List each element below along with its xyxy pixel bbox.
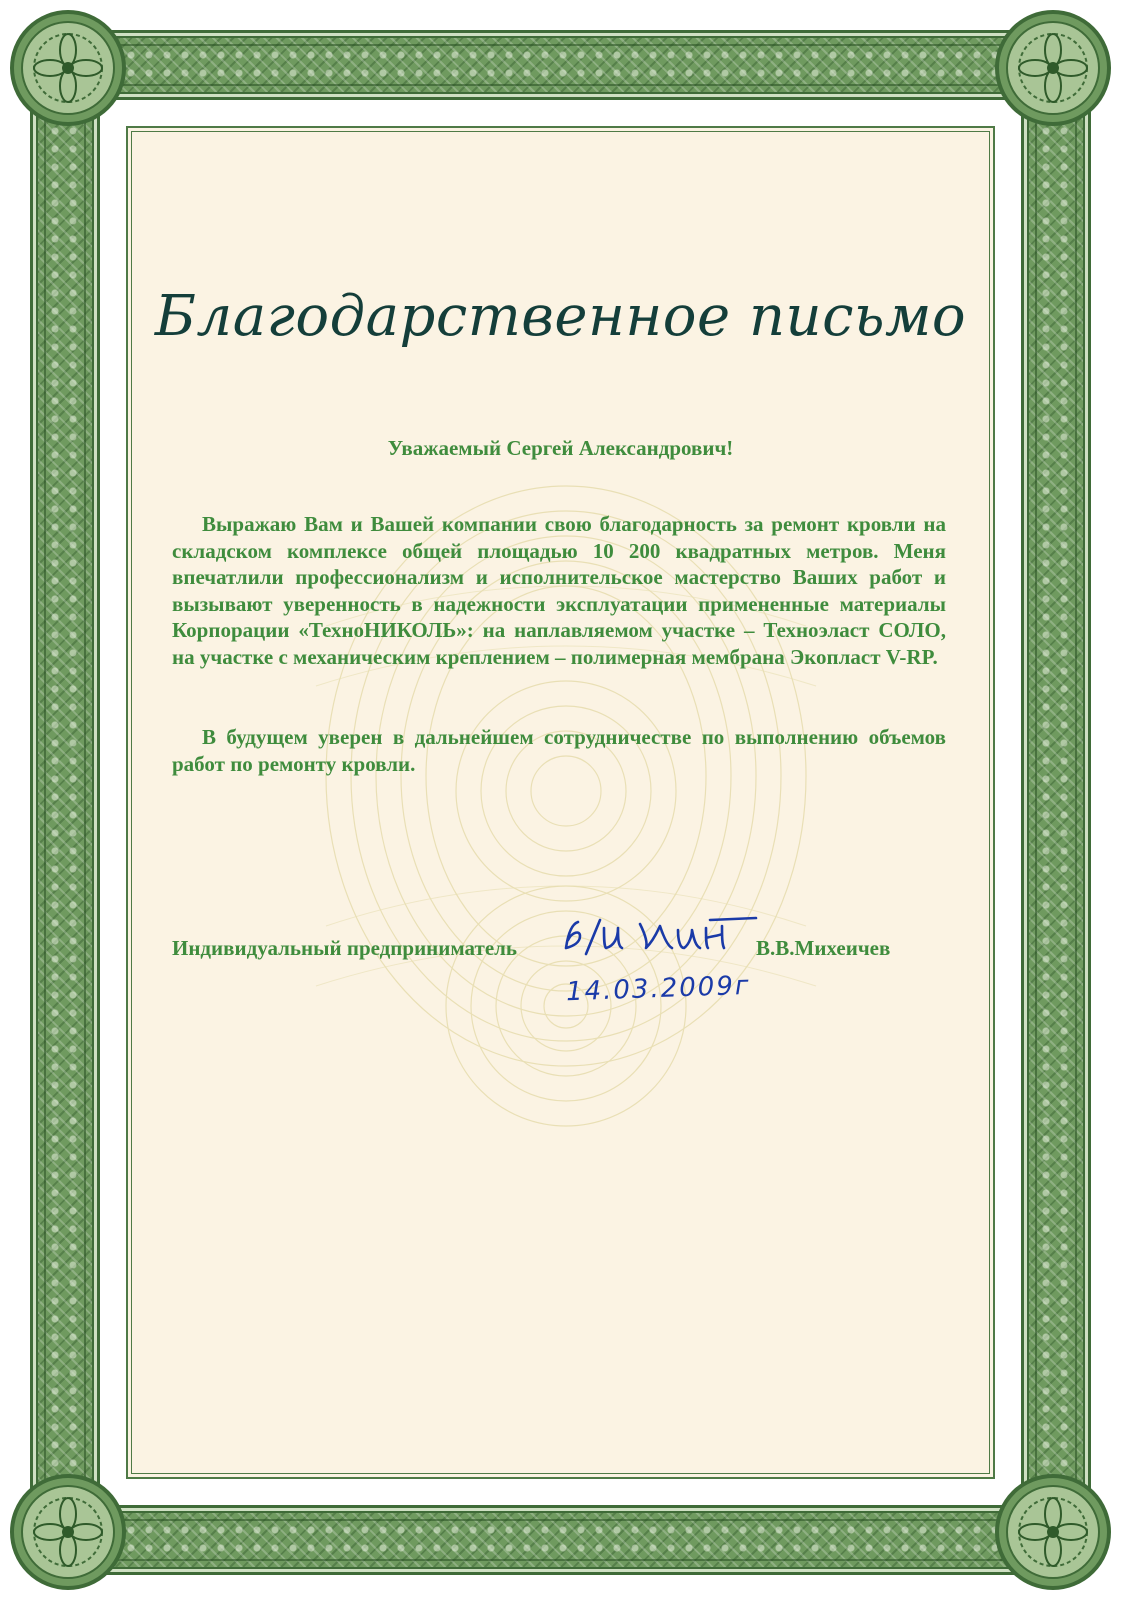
handwritten-date: 14.03.2009г <box>565 970 751 1008</box>
corner-rosette-icon <box>993 8 1113 128</box>
letter-title: Благодарственное письмо <box>154 284 967 349</box>
ornamental-border-right <box>1021 70 1091 1535</box>
body-paragraph: Выражаю Вам и Вашей компании свою благодарность за ремонт кровли на складском комплексе общей площадью 10 200 квадратных метров. Меня впечатлили профессионализм и исполнительское мастерство Ваших работ и вызывают уверенность в надежности эксплуатации примененные материалы Корпорации «ТехноНИКОЛЬ»: на наплавляемом участке – Техноэласт СОЛО, на участке с механическим креплением – полимерная мембрана Экопласт V-RP. <box>172 512 946 669</box>
corner-rosette-icon <box>993 1472 1113 1592</box>
ornamental-border-bottom <box>70 1505 1051 1575</box>
signer-name: В.В.Михеичев <box>756 936 891 960</box>
handwritten-signature <box>560 914 760 958</box>
body-paragraph: В будущем уверен в дальнейшем сотрудничестве по выполнению объемов работ по ремонту кровли. <box>172 725 946 776</box>
corner-rosette-icon <box>8 1472 128 1592</box>
ornamental-border-top <box>70 30 1051 100</box>
corner-rosette-icon <box>8 8 128 128</box>
ornamental-border-left <box>30 70 100 1535</box>
signer-title: Индивидуальный предприниматель <box>172 936 518 960</box>
letter-paper <box>126 126 995 1479</box>
salutation: Уважаемый Сергей Александрович! <box>387 436 734 460</box>
signature-block <box>172 936 946 976</box>
